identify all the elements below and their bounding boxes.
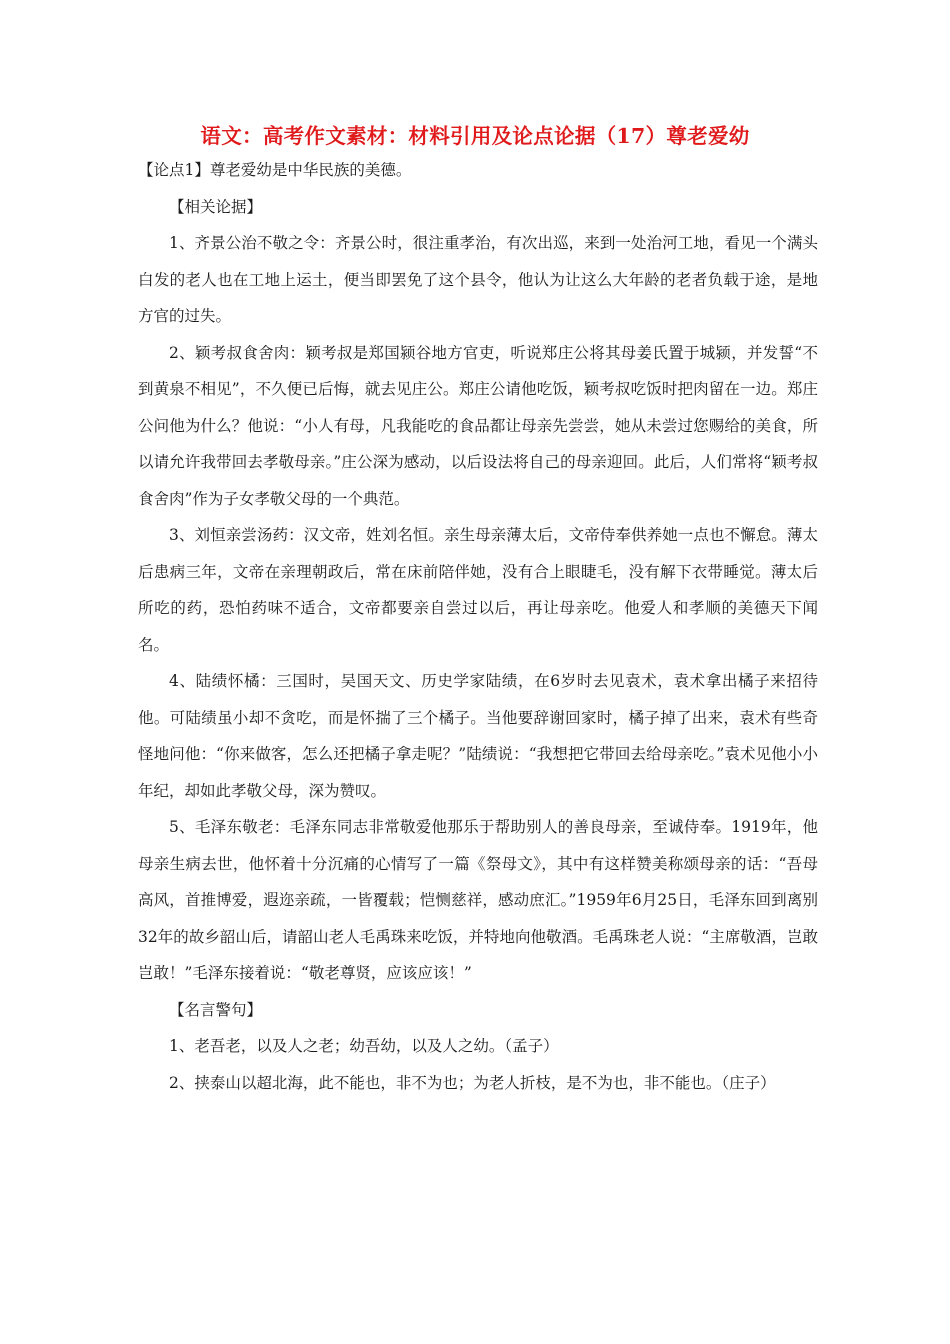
quotes-heading: 【名言警句】	[169, 1000, 263, 1019]
evidence-paragraph-5: 5、毛泽东敬老：毛泽东同志非常敬爱他那乐于帮助别人的善良母亲，至诚侍奉。1919年，他母亲生病去世，他怀着十分沉痛的心情写了一篇《祭母文》，其中有这样赞美称颂母亲的话：“吾母高风，首推博爱，遐迩亲疏，一皆覆载；恺恻慈祥，感动庶汇。”1959年6月25日，毛泽东回到离别32年的故乡韶山后，请韶山老人毛禹珠来吃饭，并特地向他敬酒。毛禹珠老人说：“主席敬酒，岂敢岂敢！”毛泽东接着说：“敬老尊贤，应该应该！”	[138, 818, 818, 982]
evidence-paragraph-1: 1、齐景公治不敬之令：齐景公时，很注重孝治，有次出巡，来到一处治河工地，看见一个满头白发的老人也在工地上运土，便当即罢免了这个县令，他认为让这么大年龄的老者负载于途，是地方官的过失。	[138, 234, 818, 325]
quote-2: 2、挟泰山以超北海，此不能也，非不为也；为老人折枝，是不为也，非不能也。（庄子）	[169, 1073, 776, 1092]
evidence-paragraph-3: 3、刘恒亲尝汤药：汉文帝，姓刘名恒。亲生母亲薄太后，文帝侍奉供养她一点也不懈怠。薄太后患病三年，文帝在亲理朝政后，常在床前陪伴她，没有合上眼睫毛，没有解下衣带睡觉。薄太后所吃的药，恐怕药味不适合，文帝都要亲自尝过以后，再让母亲吃。他爱人和孝顺的美德天下闻名。	[138, 526, 818, 654]
document-title: 语文：高考作文素材：材料引用及论点论据（17）尊老爱幼	[200, 124, 750, 148]
thesis-line: 【论点1】尊老爱幼是中华民族的美德。	[138, 161, 412, 179]
evidence-paragraph-4: 4、陆绩怀橘：三国时，吴国天文、历史学家陆绩，在6岁时去见袁术，袁术拿出橘子来招待他。可陆绩虽小却不贪吃，而是怀揣了三个橘子。当他要辞谢回家时，橘子掉了出来，袁术有些奇怪地问他：“你来做客，怎么还把橘子拿走呢？”陆绩说：“我想把它带回去给母亲吃。”袁术见他小小年纪，却如此孝敬父母，深为赞叹。	[138, 672, 818, 800]
evidence-paragraph-2: 2、颖考叔食舍肉：颖考叔是郑国颍谷地方官吏，听说郑庄公将其母姜氏置于城颍，并发誓“不到黄泉不相见”，不久便已后悔，就去见庄公。郑庄公请他吃饭，颖考叔吃饭时把肉留在一边。郑庄公问他为什么？他说：“小人有母，凡我能吃的食品都让母亲先尝尝，她从未尝过您赐给的美食，所以请允许我带回去孝敬母亲。”庄公深为感动，以后设法将自己的母亲迎回。此后，人们常将“颖考叔食舍肉”作为子女孝敬父母的一个典范。	[138, 343, 818, 508]
document-body	[138, 152, 818, 1101]
quote-1: 1、老吾老，以及人之老；幼吾幼，以及人之幼。（孟子）	[169, 1037, 559, 1055]
evidence-heading: 【相关论据】	[169, 197, 263, 216]
